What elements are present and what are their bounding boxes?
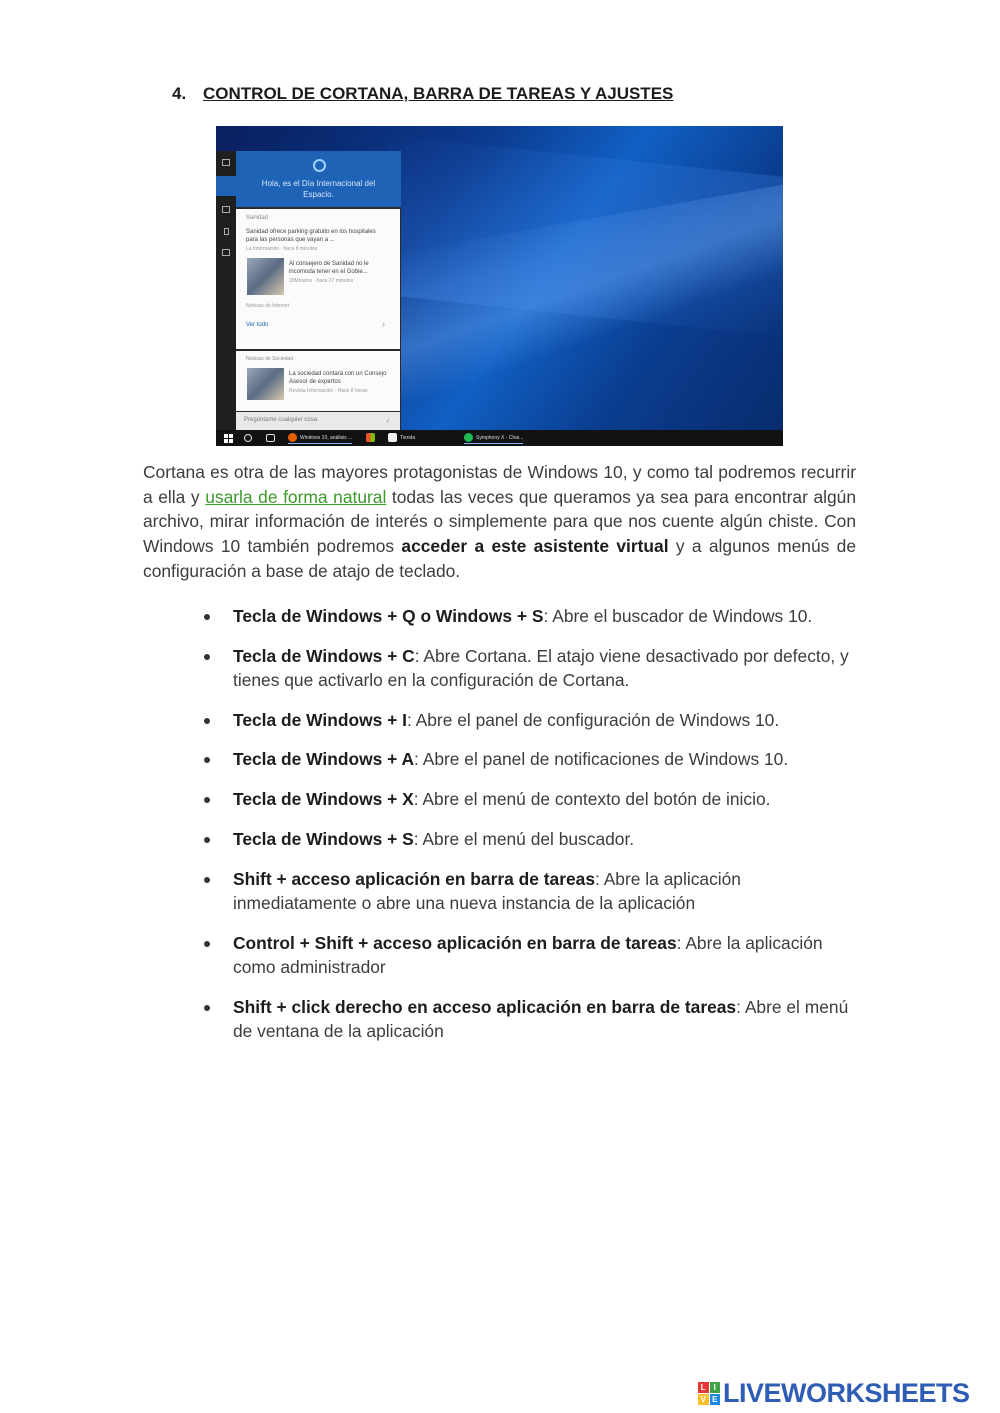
list-item: Control + Shift + acceso aplicación en barra de tareas: Abre la aplicación como administrador <box>233 931 863 980</box>
story-meta: 20Minutos · hace 27 minutos <box>289 278 354 284</box>
section-title: CONTROL DE CORTANA, BARRA DE TAREAS Y AJUSTES <box>203 84 674 103</box>
list-item: Shift + acceso aplicación en barra de tareas: Abre la aplicación inmediatamente o abre una nueva instancia de la aplicación <box>233 867 863 916</box>
hamburger-icon <box>222 159 230 166</box>
cortana-screenshot <box>216 126 783 446</box>
feedback-icon <box>222 249 230 256</box>
home-icon <box>216 176 236 196</box>
chevron-right-icon: › <box>382 319 385 329</box>
cortana-rail <box>216 151 236 430</box>
taskbar-app[interactable] <box>366 433 378 443</box>
firefox-icon <box>288 433 297 442</box>
cortana-icon <box>313 159 326 172</box>
list-item: Tecla de Windows + X: Abre el menú de contexto del botón de inicio. <box>233 787 863 811</box>
list-item: Tecla de Windows + A: Abre el panel de notificaciones de Windows 10. <box>233 747 863 771</box>
cortana-header <box>236 151 401 207</box>
task-view-icon[interactable] <box>266 433 278 443</box>
see-all-link[interactable]: Ver todo <box>246 322 269 328</box>
card-category: Sanidad <box>246 215 269 221</box>
story-title: Sanidad ofrece parking gratuito en los hospitales para las personas que vayan a ... <box>246 229 376 243</box>
news-source: Noticias de Internet <box>246 303 290 309</box>
story-meta: La Información · hace 8 minutos <box>246 246 318 252</box>
bold-phrase: acceder a este asistente virtual <box>401 536 669 557</box>
brand-name: LIVEWORKSHEETS <box>723 1377 970 1408</box>
notebook-icon <box>222 206 230 213</box>
list-item: Shift + click derecho en acceso aplicación en barra de tareas: Abre el menú de ventana de la aplicación <box>233 995 863 1044</box>
microphone-icon: ♩ <box>386 415 394 424</box>
card-category: Noticias de Sociedad <box>246 356 293 362</box>
story-title: Al consejero de Sanidad no le incomoda tener en el Gobie... <box>289 261 369 275</box>
reminder-icon <box>224 228 229 235</box>
list-item: Tecla de Windows + C: Abre Cortana. El atajo viene desactivado por defecto, y tienes que activarlo en la configuración de Cortana. <box>233 644 863 693</box>
news-card-2 <box>236 351 400 411</box>
story-meta: Revista Información · Hace 8 horas <box>289 388 368 394</box>
search-placeholder: Pregúntame cualquier cosa <box>244 417 318 423</box>
cortana-greeting: Hola, es el Día Internacional del Espacio. <box>261 179 376 199</box>
news-card <box>236 209 400 349</box>
windows-start-icon[interactable] <box>224 434 233 443</box>
taskbar <box>216 430 783 446</box>
story-title: La sociedad contará con un Consejo Asesor de expertos <box>289 371 387 385</box>
store-icon <box>388 433 397 442</box>
taskbar-app[interactable]: Tienda <box>388 433 415 443</box>
taskbar-app[interactable]: Symphony X - Chai... <box>464 433 523 444</box>
search-circle-icon[interactable] <box>244 433 255 443</box>
cortana-panel <box>216 151 401 430</box>
spotify-icon <box>464 433 473 442</box>
cortana-search-box[interactable] <box>236 412 400 430</box>
section-heading <box>172 84 673 104</box>
list-item: Tecla de Windows + S: Abre el menú del buscador. <box>233 827 863 851</box>
story-thumbnail <box>247 368 284 400</box>
taskbar-app[interactable]: Windows 10, análisis ... <box>288 433 352 444</box>
list-item: Tecla de Windows + I: Abre el panel de configuración de Windows 10. <box>233 708 863 732</box>
liveworksheets-logo-icon: L I V E <box>698 1382 720 1404</box>
liveworksheets-logo <box>698 1378 970 1408</box>
intro-paragraph: Cortana es otra de las mayores protagonistas de Windows 10, y como tal podremos recurrir a ella y usarla de forma natural todas las veces que queramos ya sea para encontrar algún archivo, mirar información de interés o simplemente para que nos cuente algún chiste. Con Windows 10 también podremos acceder a este asistente virtual y a algunos menús de configuración a base de atajo de teclado. <box>143 462 856 581</box>
natural-use-link[interactable]: usarla de forma natural <box>205 486 387 507</box>
story-thumbnail <box>247 258 284 295</box>
list-item: Tecla de Windows + Q o Windows + S: Abre el buscador de Windows 10. <box>233 604 863 628</box>
section-number: 4. <box>172 84 187 103</box>
office-icon <box>366 433 375 442</box>
